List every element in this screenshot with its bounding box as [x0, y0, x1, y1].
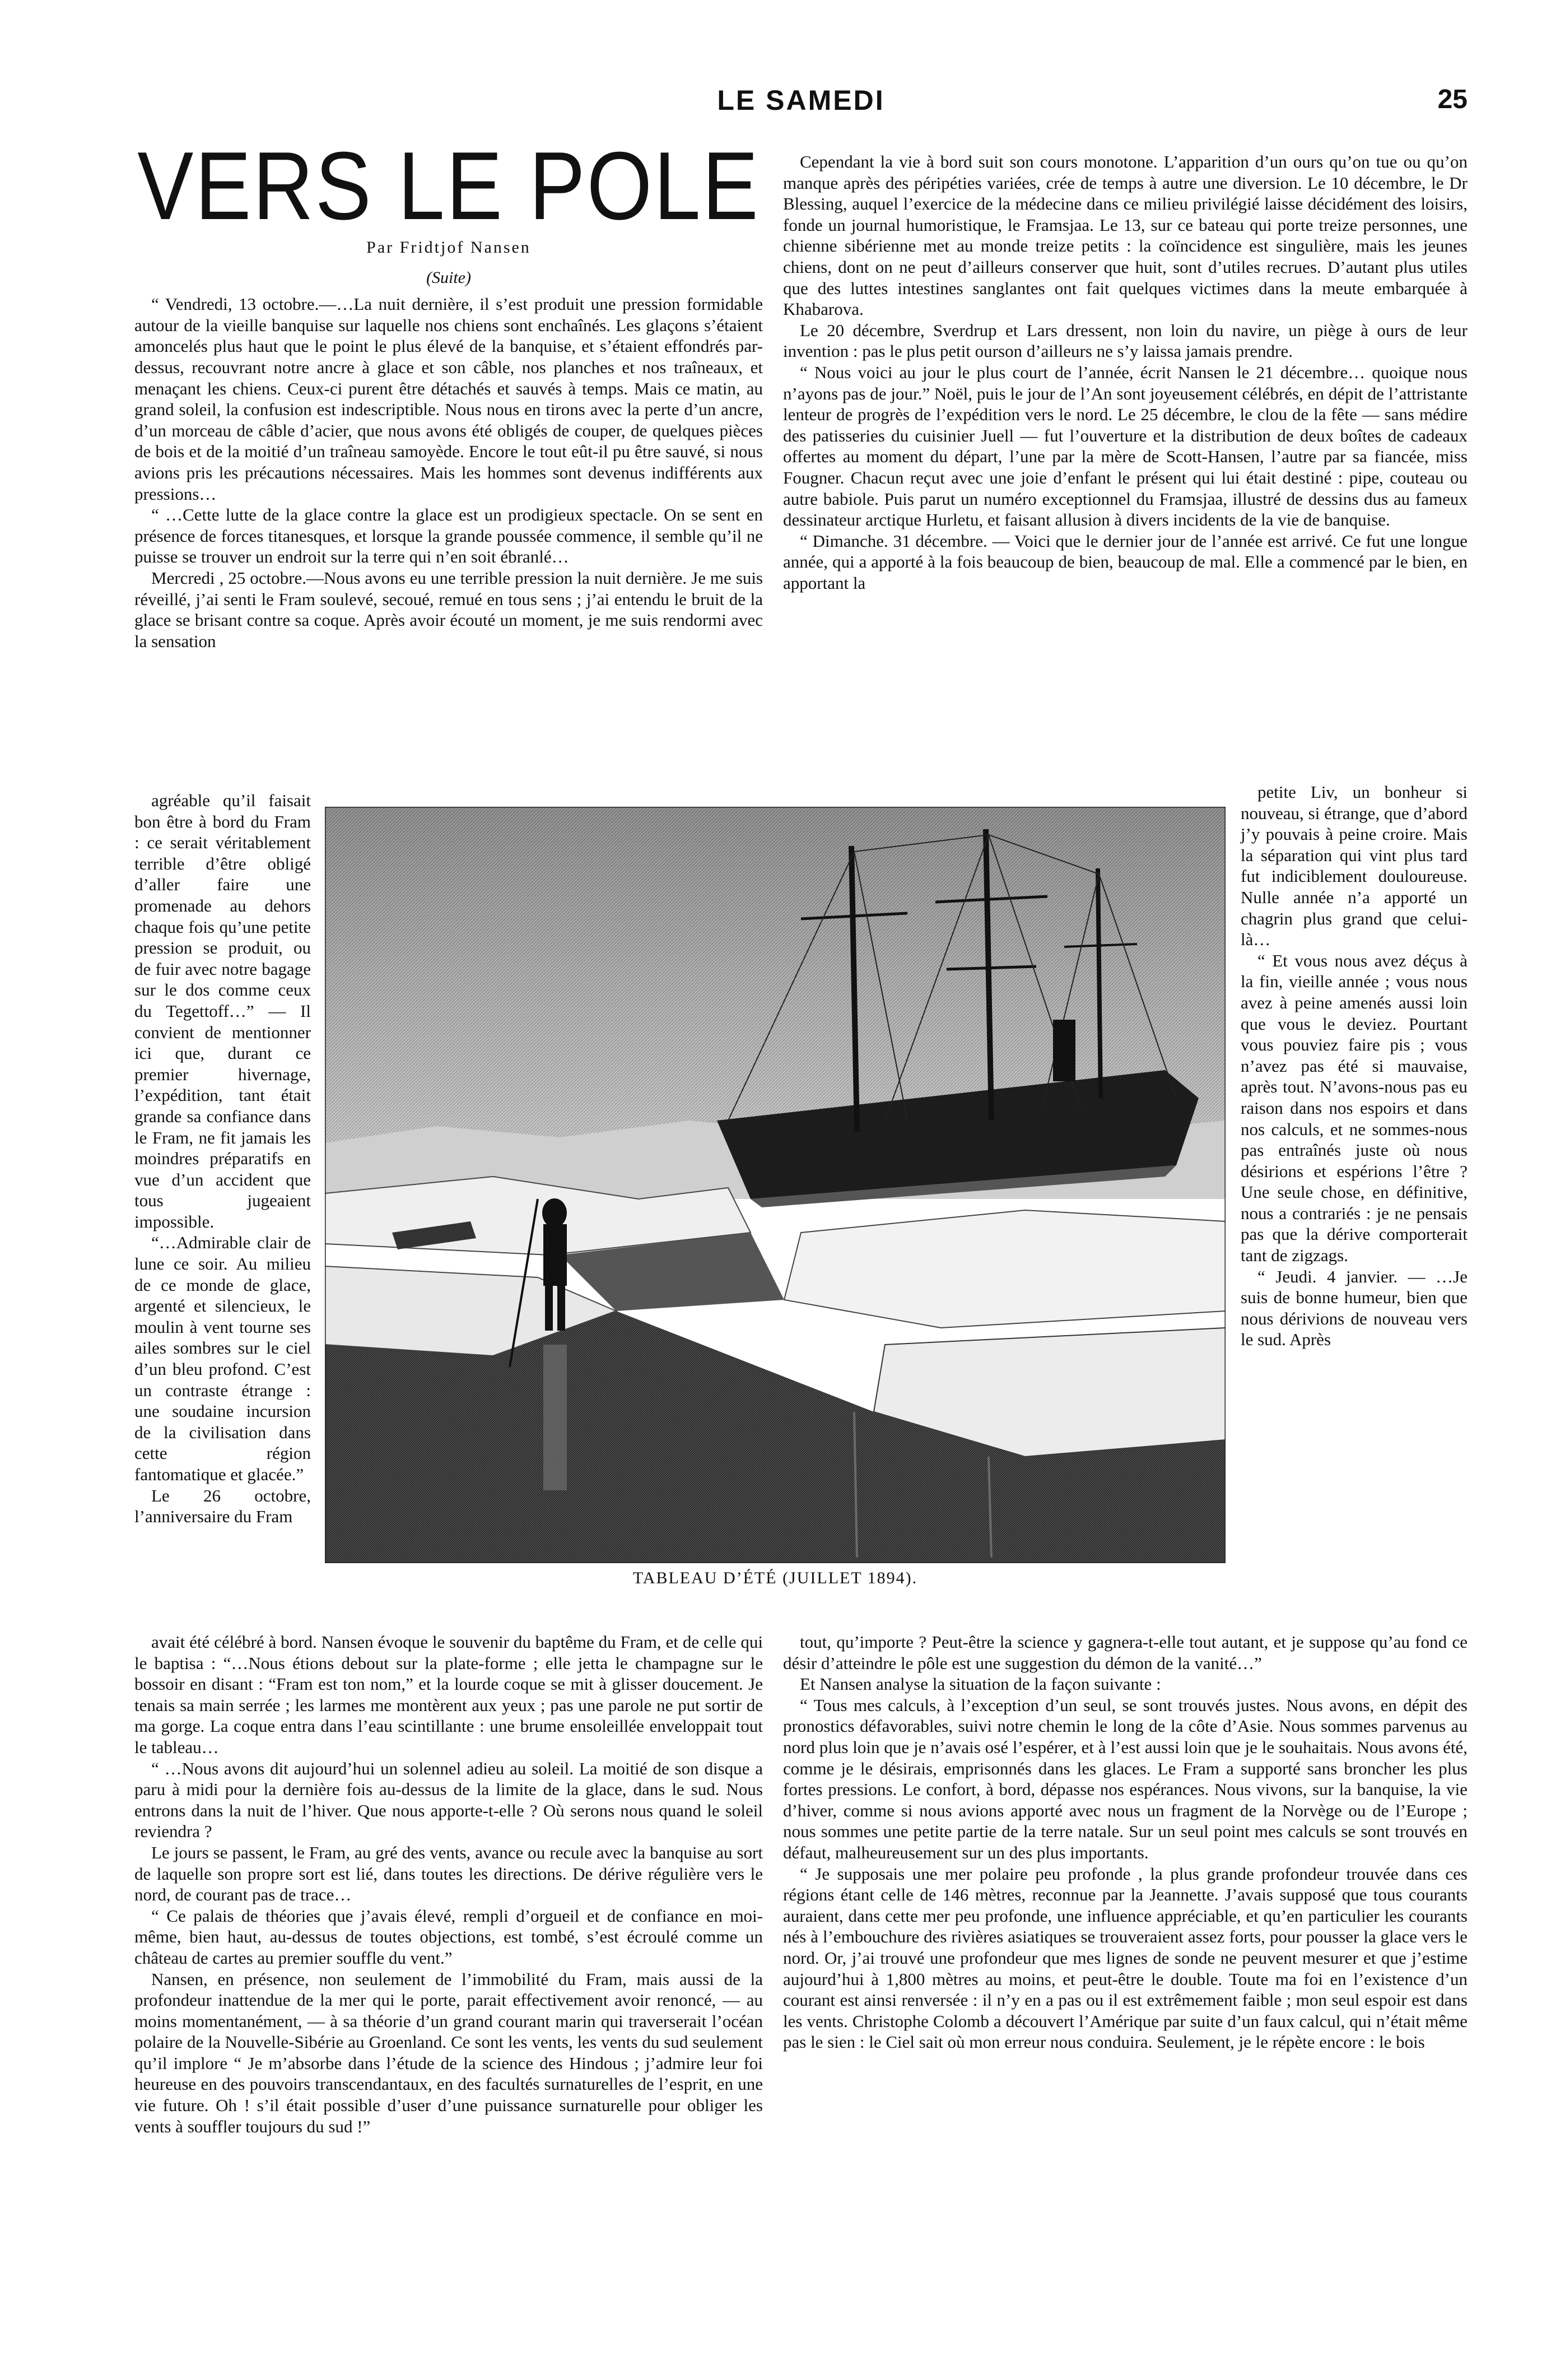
paragraph: agréable qu’il faisait bon être à bord du Fram : ce serait véritablement terrible d’être obligé d’aller faire une promenade au dehors chaque fois qu’une petite pression se produit, ou de fuir avec notre bagage sur le dos comme ceux du Tegettoff…” — Il convient de mentionner ici que, durant ce premier hivernage, l’expédition, tant était grande sa confiance dans le Fram, ne fit jamais les moindres préparatifs en vue d’un accident que tous jugeaient impossible. [134, 791, 311, 1231]
paragraph: Nansen, en présence, non seulement de l’immobilité du Fram, mais aussi de la profondeur inattendue de la mer qui le porte, parait effectivement avoir renoncé, — au moins momentanément, — à sa théorie d’un grand courant marin qui traverserait l’océan polaire de la Nouvelle-Sibérie au Groenland. Ce sont les vents, les vents du sud seulement qu’il implore “ Je m’absorbe dans l’étude de la science des Hindous ; j’admire leur foi heureuse en des pouvoirs transcendantaux, en des facultés surnaturelles de l’esprit, en une vie future. Oh ! s’il était possible d’user d’une puissance surnaturelle pour obliger les vents à souffler toujours du sud !” [134, 1969, 763, 2136]
left-column [134, 131, 763, 652]
paragraph: Cependant la vie à bord suit son cours monotone. L’apparition d’un ours qu’on tue ou qu’on manque après des péripéties variées, crée de temps à autre une diversion. Le 10 décembre, le Dr Blessing, auquel l’exercice de la médecine dans ce milieu privilégié laisse décidément des loisirs, fonde un journal humoristique, le Framsjaa. Le 13, sur ce bateau qui porte treize personnes, une chienne sibérienne met au monde treize petits : la coïncidence est singulière, mais les jeunes chiens, dont on ne peut d’ailleurs conserver que huit, sont d’utiles recrues. D’autant plus utiles que des luttes intestines sanglantes ont fait quelques victimes dans la meute embarquée à Khabarova. [783, 152, 1468, 319]
paragraph: “ Vendredi, 13 octobre.—…La nuit dernière, il s’est produit une pression formidable autour de la vieille banquise sur laquelle nos chiens sont enchaînés. Les glaçons s’étaient amoncelés plus haut que le point le plus élevé de la banquise, et s’étaient effondrés par-dessus, recouvrant notre ancre à glace et son câble, nos planches et nos traîneaux, et menaçant les chiens. Ceux-ci purent être détachés et sauvés à temps. Mais ce matin, au grand soleil, la confusion est indescriptible. Nous nous en tirons avec la perte d’un ancre, d’un morceau de câble d’acier, que nous avons été obligés de couper, de quelques pièces de bois et de la moitié d’un traîneau samoyède. Encore le tout eût-il pu être sauvé, si nous avions pris les précautions nécessaires. Mais les hommes sont devenus indifférents aux pressions… [134, 294, 763, 504]
paragraph: “ …Cette lutte de la glace contre la glace est un prodigieux spectacle. On se sent en présence de forces titanesques, et lorsque la grande poussée commence, il semble qu’il ne puisse se trouver un endroit sur la terre qui n’en soit ébranlé… [134, 505, 763, 567]
paragraph: Et Nansen analyse la situation de la façon suivante : [800, 1674, 1161, 1694]
paragraph: avait été célébré à bord. Nansen évoque le souvenir du baptême du Fram, et de celle qui le baptisa : “…Nous étions debout sur la plate-forme ; elle jetta le champagne sur le bossoir en disant : “Fram est ton nom,” et la lourde coque se mit à glisser doucement. Je tenais sa main serrée ; les larmes me montèrent aux yeux ; pas une parole ne put sortir de ma gorge. La coque entra dans l’eau scintillante : une brume ensoleillée enveloppait tout le tableau… [134, 1632, 763, 1757]
article-title: VERS LE POLE [137, 131, 760, 240]
paragraph: “ Dimanche. 31 décembre. — Voici que le dernier jour de l’année est arrivé. Ce fut une longue année, qui a apporté à la fois beaucoup de bien, beaucoup de mal. Elle a commencé par le bien, en apportant la [783, 531, 1468, 593]
paragraph: Le jours se passent, le Fram, au gré des vents, avance ou recule avec la banquise au sort de laquelle son propre sort est lié, dans toutes les directions. De dérive régulière vers le nord, de courant pas de trace… [134, 1842, 763, 1905]
right-column [783, 151, 1468, 593]
paragraph: “…Admirable clair de lune ce soir. Au milieu de ce monde de glace, argenté et silencieux, le moulin à vent tourne ses ailes sombres sur le ciel d’un bleu profond. C’est un contraste étrange : une soudaine incursion de la civilisation dans cette région fantomatique et glacée.” [134, 1233, 311, 1484]
illustration-caption: TABLEAU D’ÉTÉ (JUILLET 1894). [632, 1569, 918, 1587]
paragraph: “ Tous mes calculs, à l’exception d’un seul, se sont trouvés justes. Nous avons, en dépit des pronostics défavorables, suivi notre chemin le long de la côte d’Asie. Nous sommes parvenus au nord plus loin que je n’avais osé l’espérer, et à l’est aussi loin que je le souhaitais. Nous avons été, comme je le désirais, emprisonnés dans les glaces. Le Fram a supporté sans broncher les plus fortes pressions. Le confort, à bord, dépasse nos espérances. Nous vivons, sur la banquise, la vie d’hiver, comme si nous avions apporté avec nous un fragment de la Norvège ou de l’Europe ; nous sommes une petite partie de la terre natale. Sur un seul point mes calculs se sont trouvés en défaut, malheureusement sur un des plus importants. [783, 1695, 1468, 1862]
paragraph: “ Nous voici au jour le plus court de l’année, écrit Nansen le 21 décembre… quoique nous n’ayons pas de jour.” Noël, puis le jour de l’An sont joyeusement célébrés, en dépit de l’attristante lenteur de progrès de l’expédition vers le nord. Le 25 décembre, le clou de la fête — sans médire des patisseries du cuisinier Juell — fut l’ouverture et la distribution de deux boîtes de cadeaux offertes au moment du départ, l’une par la mère de Scott-Hansen, l’autre par sa fiancée, miss Fougner. Chacun reçut avec une joie d’enfant le présent qui lui était destiné : pipe, couteau ou autre babiole. Puis parut un numéro exceptionnel du Framsjaa, illustré de dessins dus au fameux dessinateur arctique Hurletu, et faisant allusion à divers incidents de la vie de banquise. [783, 362, 1468, 530]
page-number: 25 [1437, 85, 1468, 114]
paragraph: “ …Nous avons dit aujourd’hui un solennel adieu au soleil. La moitié de son disque a paru à midi pour la dernière fois au-dessus de la limite de la glace, dans le sud. Nous entrons dans la nuit de l’hiver. Que nous apporte-t-elle ? Où serons nous quand le soleil reviendra ? [134, 1758, 763, 1842]
paragraph: “ Et vous nous avez déçus à la fin, vieille année ; vous nous avez à peine amenés aussi loin que vous le deviez. Pourtant vous pouviez faire pis ; vous n’avez pas été si mauvaise, après tout. N’avons-nous pas eu raison dans nos espoirs et dans nos calculs, et ne sommes-nous pas entraînés juste où nous désirions et espérions l’être ? Une seule chose, en définitive, nous a contrariés : je ne pensais pas que la dérive comporterait tant de zigzags. [1241, 950, 1468, 1266]
right-bottom-column [783, 1631, 1468, 2053]
left-bottom-column [134, 1631, 763, 2137]
paragraph: Mercredi , 25 octobre.—Nous avons eu une terrible pression la nuit dernière. Je me suis réveillé, j’ai senti le Fram soulevé, secoué, remué en tous sens ; j’ai entendu le bruit de la glace se brisant contre sa coque. Après avoir écouté un moment, je me suis rendormi avec la sensation [134, 568, 763, 651]
journal-name: LE SAMEDI [717, 85, 885, 116]
paragraph: “ Je supposais une mer polaire peu profonde , la plus grande profondeur trouvée dans ces régions étant celle de 146 mètres, reconnue par la Jeannette. J’avais supposé que tous courants auraient, dans cette mer peu profonde, une influence appréciable, et qu’en particulier les courants nés à l’embouchure des rivières asiatiques se trouveraient assez forts, pour pousser la glace vers le nord. Or, j’ai trouvé une profondeur que mes lignes de sonde ne peuvent mesurer et que j’estime aujourd’hui à 1,800 mètres au moins, et peut-être le double. Toute ma foi en l’existence d’un courant est ainsi renversée : il n’y en a pas ou il est extrêmement faible ; mon seul espoir est dans les vents. Christophe Colomb a découvert l’Amérique par suite d’un faux calcul, qui n’était même pas le sien : le Ciel sait où mon erreur nous conduira. Seulement, je le répète encore : le bois [783, 1863, 1468, 2052]
paragraph: petite Liv, un bonheur si nouveau, si étrange, que d’abord j’y pouvais à peine croire. Mais la séparation qui vint plus tard fut indiciblement douloureuse. Nulle année n’a apporté un chagrin plus grand que celui-là… [1241, 782, 1468, 950]
engraving-image [325, 807, 1226, 1563]
article-byline: Par Fridtjof Nansen [366, 238, 531, 257]
article-suite: (Suite) [426, 268, 471, 287]
paragraph: “ Ce palais de théories que j’avais élevé, rempli d’orgueil et de confiance en moi-même, bien haut, au-dessus de toutes objections, est tombé, s’est écroulé comme un château de cartes au premier souffle du vent.” [134, 1905, 763, 1968]
paragraph: “ Jeudi. 4 janvier. — …Je suis de bonne humeur, bien que nous dérivions de nouveau vers le sud. Après [1241, 1266, 1468, 1350]
right-narrow-column [1241, 782, 1468, 1350]
left-narrow-column [134, 790, 311, 1527]
paragraph: Le 26 octobre, l’anniversaire du Fram [134, 1485, 311, 1527]
running-header [134, 84, 1468, 123]
illustration-ship-in-ice [325, 807, 1226, 1563]
paragraph: tout, qu’importe ? Peut-être la science y gagnera-t-elle tout autant, et je suppose qu’au fond ce désir d’atteindre le pôle est une suggestion du démon de la vanité…” [783, 1632, 1468, 1673]
paragraph: Le 20 décembre, Sverdrup et Lars dressent, non loin du navire, un piège à ours de leur invention : pas le plus petit ourson d’ailleurs ne s’y laissa jamais prendre. [783, 320, 1468, 361]
